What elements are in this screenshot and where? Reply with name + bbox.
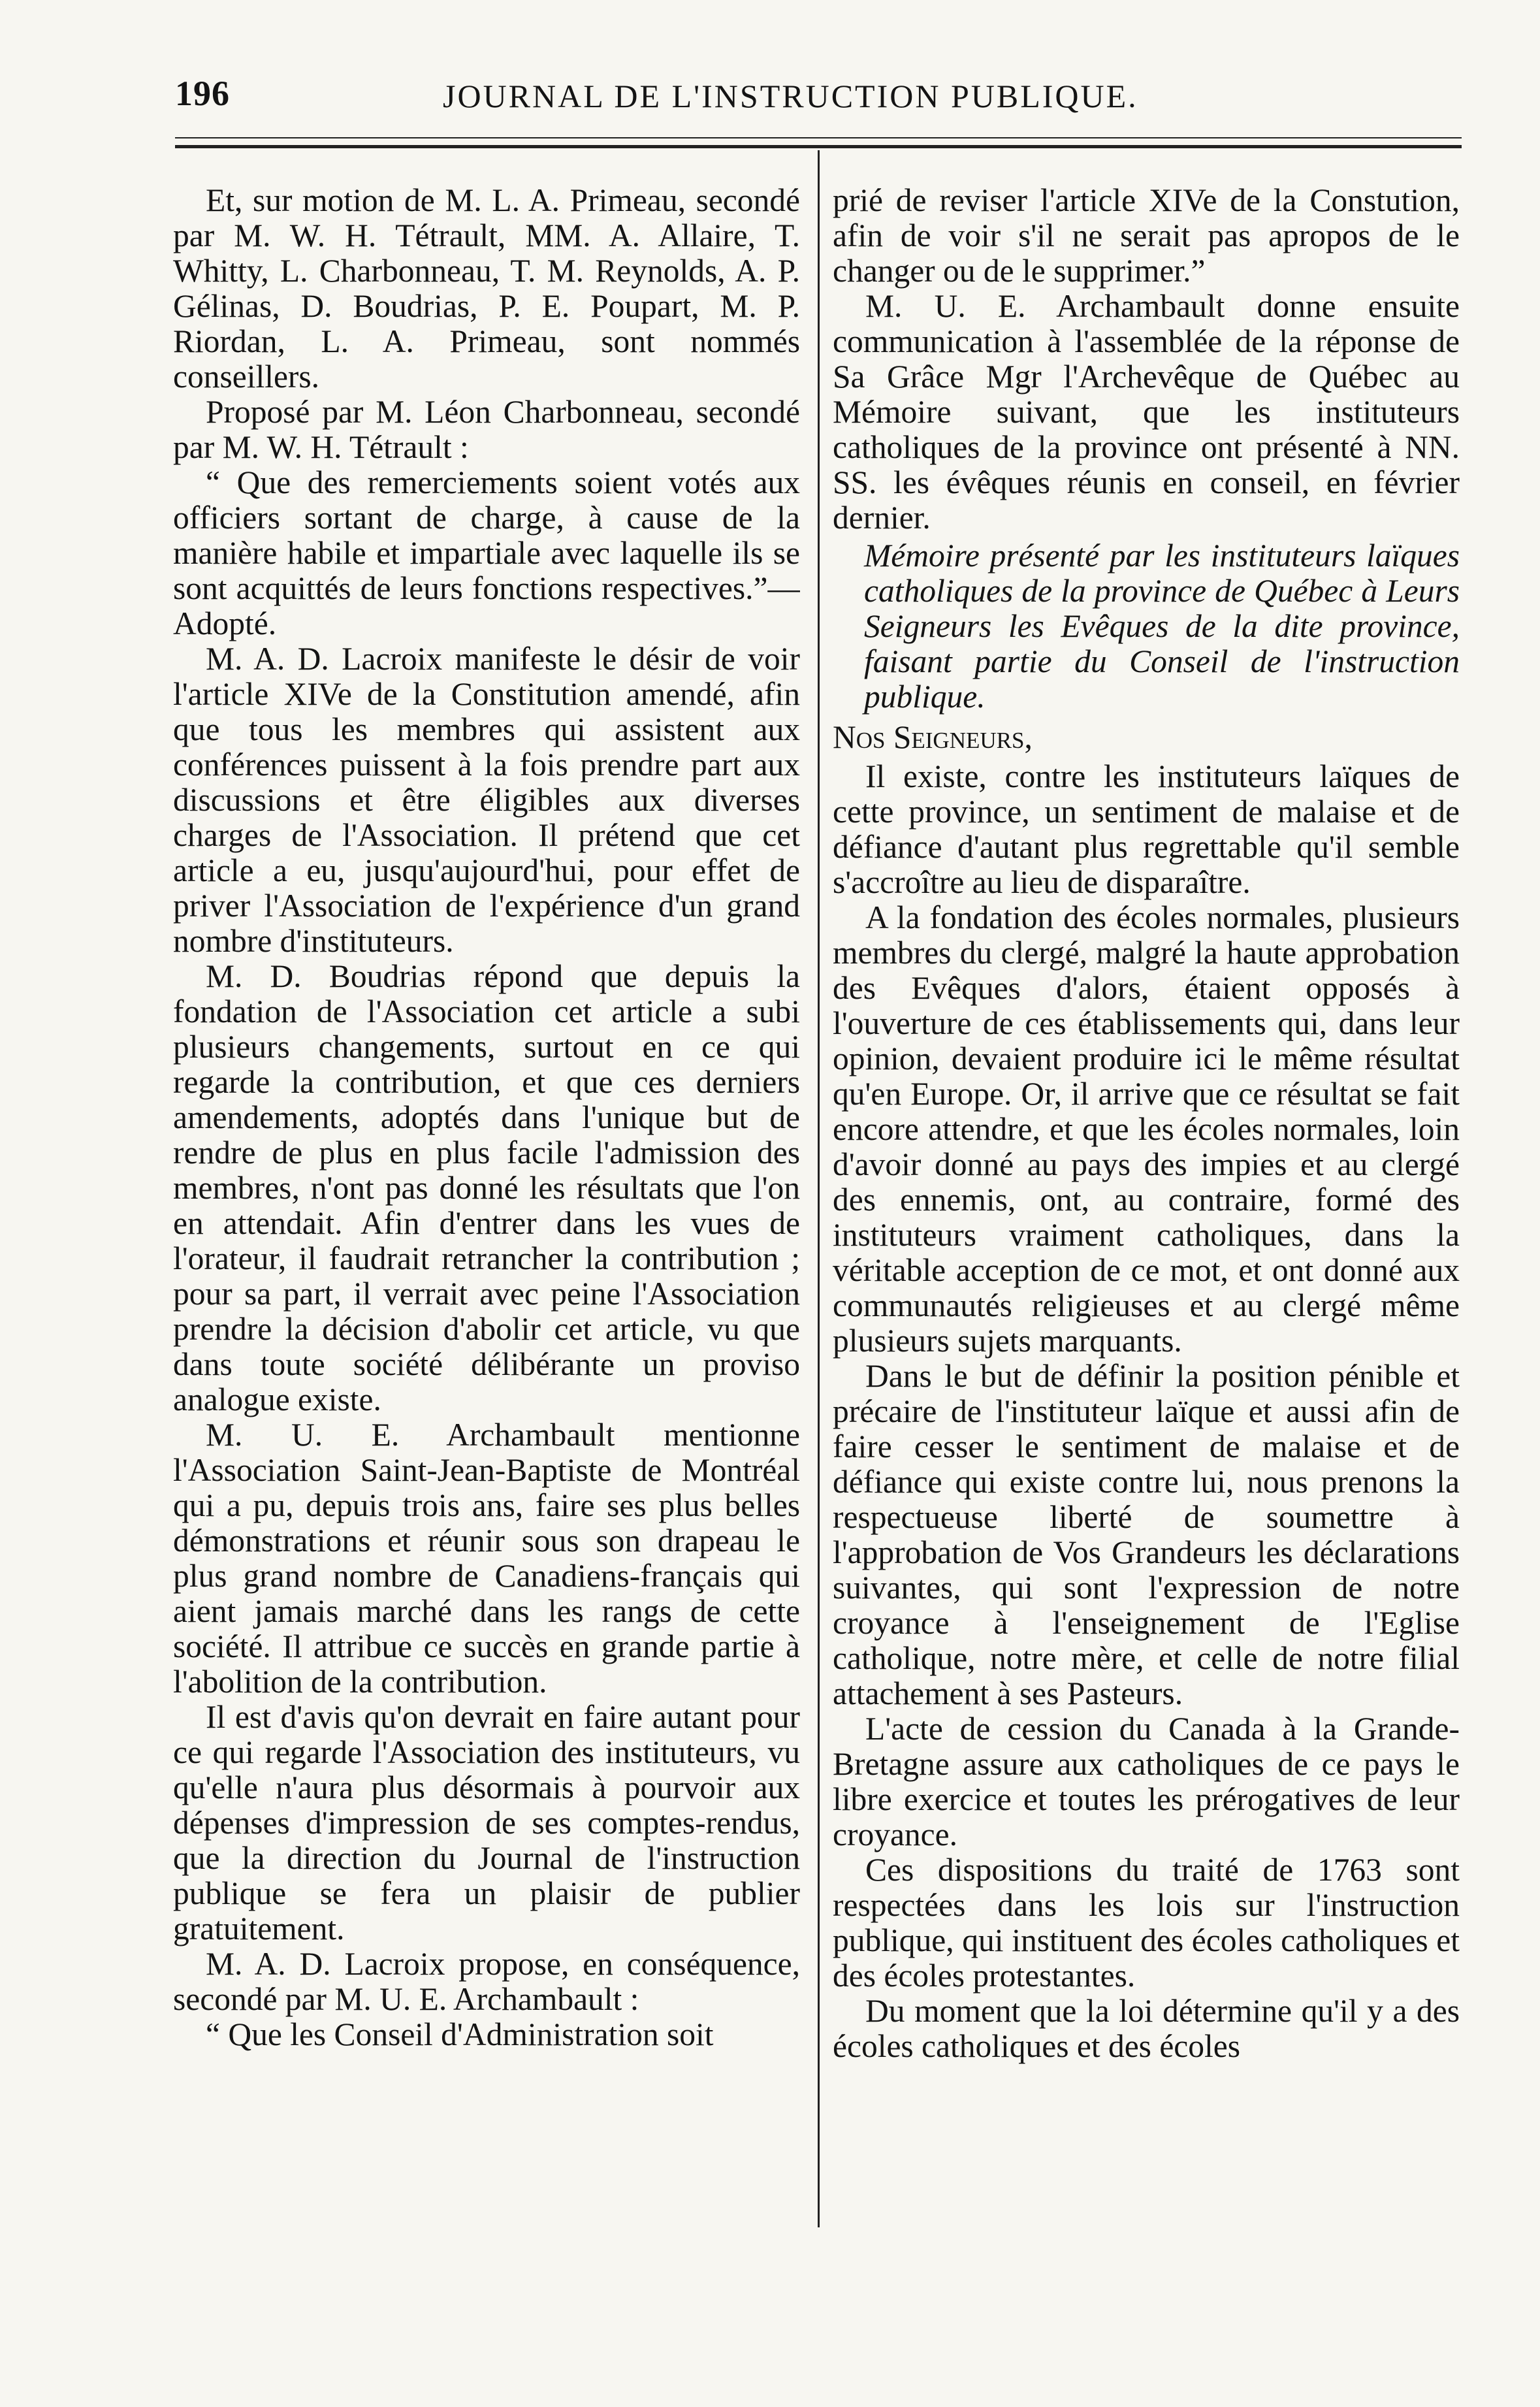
paragraph-conseillers: Et, sur motion de M. L. A. Primeau, secondé par M. W. H. Tétrault, MM. A. Allaire, T. Whitty, L. Charbonneau, T. M. Reynolds, A. P. Gélinas, D. Boudrias, P. E. Poupart, M. P. Riordan, L. A. Primeau, sont nommés conseillers. [173,183,800,395]
right-column [833,183,1460,2234]
paragraph-continuation: prié de reviser l'article XIVe de la Constution, afin de voir s'il ne serait pas apropos de le changer ou de le supprimer.” [833,183,1460,289]
paragraph-lacroix: M. A. D. Lacroix manifeste le désir de voir l'article XIVe de la Constitution amendé, afin que tous les membres qui assistent aux conférences puissent à la fois prendre part aux discussions et être éligibles aux diverses charges de l'Association. Il prétend que cet article a eu, jusqu'aujourd'hui, pour effet de priver l'Association de l'expérience d'un grand nombre d'instituteurs. [173,641,800,959]
running-title: JOURNAL DE L'INSTRUCTION PUBLIQUE. [443,78,1138,114]
salutation: Nos Seigneurs, [833,719,1033,755]
paragraph-avis: Il est d'avis qu'on devrait en faire autant pour ce qui regarde l'Association des instituteurs, vu qu'elle n'aura plus désormais à pourvoir aux dépenses d'impression de ses comptes-rendus, que la direction du Journal de l'instruction publique se fera un plaisir de publier gratuitement. [173,1699,800,1947]
paragraph-proposal: Proposé par M. Léon Charbonneau, secondé par M. W. H. Tétrault : [173,394,800,465]
paragraph-remerciements: “ Que des remerciements soient votés aux officiers sortant de charge, à cause de la manière habile et impartiale avec laquelle ils se sont acquittés de leurs fonctions respectives.”—Adopté. [173,464,800,641]
page-header [175,73,1207,119]
paragraph-ecoles-normales: A la fondation des écoles normales, plusieurs membres du clergé, malgré la haute approbation des Evêques d'alors, étaient opposés à l'ouverture de ces établissements qui, dans leur opinion, devaient produire ici le même résultat qu'en Europe. Or, il arrive que ce résultat se fait encore attendre, et que les écoles normales, loin d'avoir donné au pays des impies et au clergé des ennemis, ont, au contraire, formé des instituteurs vraiment catholiques, dans la véritable acception de ce mot, et ont donné aux communautés religieuses et au clergé même plusieurs sujets marquants. [833,899,1460,1359]
paragraph-cession: L'acte de cession du Canada à la Grande-Bretagne assure aux catholiques de ce pays le libre exercice et toutes les prérogatives de leur croyance. [833,1711,1460,1852]
header-rule-thin [175,137,1462,138]
column-divider [818,150,820,2227]
paragraph-archambault: M. U. E. Archambault mentionne l'Association Saint-Jean-Baptiste de Montréal qui a pu, depuis trois ans, faire ses plus belles démonstrations et réunir sous son drapeau le plus grand nombre de Canadiens-français qui aient jamais marché dans les rangs de cette société. Il attribue ce succès en grande partie à l'abolition de la contribution. [173,1417,800,1700]
page-number: 196 [175,74,230,113]
paragraph-loi: Du moment que la loi détermine qu'il y a des écoles catholiques et des écoles [833,1993,1460,2064]
paragraph-conseil-start: “ Que les Conseil d'Administration soit [206,2016,714,2052]
paragraph-malaise: Il existe, contre les instituteurs laïques de cette province, un sentiment de malaise et de défiance d'autant plus regrettable qu'il semble s'accroître au lieu de disparaître. [833,758,1460,900]
paragraph-traite: Ces dispositions du traité de 1763 sont respectées dans les lois sur l'instruction publique, qui instituent des écoles catholiques et des écoles protestantes. [833,1852,1460,1994]
left-column [173,183,800,2234]
paragraph-lacroix-propose: M. A. D. Lacroix propose, en conséquence, secondé par M. U. E. Archambault : [173,1946,800,2017]
paragraph-definir: Dans le but de définir la position pénible et précaire de l'instituteur laïque et aussi afin de faire cesser le sentiment de malaise et de défiance qui existe contre lui, nous prenons la respectueuse liberté de soumettre à l'approbation de Vos Grandeurs les déclarations suivantes, qui sont l'expression de notre croyance à l'enseignement de l'Eglise catholique, notre mère, et celle de notre filial attachement à ses Pasteurs. [833,1358,1460,1711]
paragraph-communication: M. U. E. Archambault donne ensuite communication à l'assemblée de la réponse de Sa Grâce Mgr l'Archevêque de Québec au Mémoire suivant, que les instituteurs catholiques de la province ont présenté à NN. SS. les évêques réunis en conseil, en février dernier. [833,288,1460,536]
header-rule-thick [175,145,1462,148]
paragraph-boudrias: M. D. Boudrias répond que depuis la fondation de l'Association cet article a subi plusieurs changements, surtout en ce qui regarde la contribution, et que ces derniers amendements, adoptés dans l'unique but de rendre de plus en plus facile l'admission des membres, n'ont pas donné les résultats que l'on en attendait. Afin d'entrer dans les vues de l'orateur, il faudrait retrancher la contribution ; pour sa part, il verrait avec peine l'Association prendre la décision d'abolir cet article, vu que dans toute société délibérante un proviso analogue existe. [173,958,800,1417]
memoire-title: Mémoire présenté par les instituteurs laïques catholiques de la province de Québec à Leurs Seigneurs les Evêques de la dite province, faisant partie du Conseil de l'instruction publique. [864,538,1460,715]
